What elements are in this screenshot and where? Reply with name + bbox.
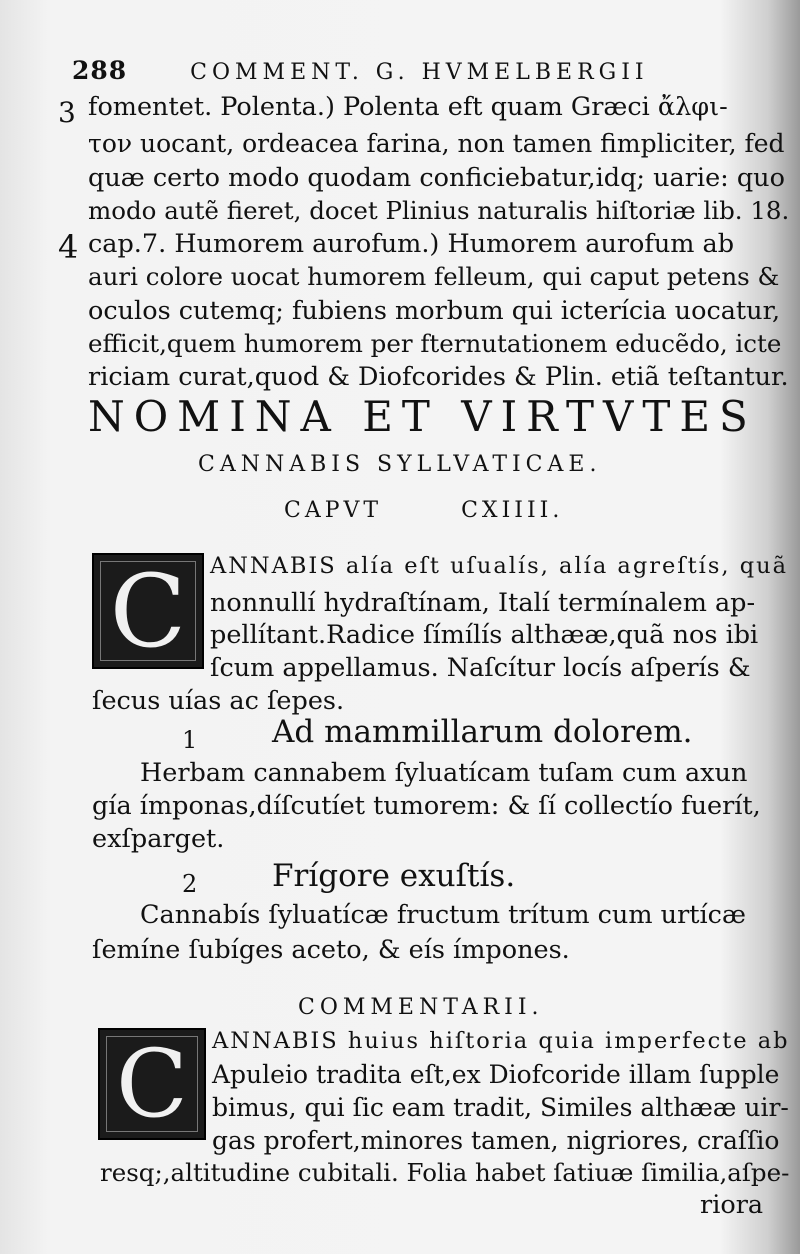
running-header	[72, 56, 649, 85]
text-line: quæ certo modo quodam conficiebatur,idq; uarie: quo	[88, 163, 785, 193]
text-line: ſemíne ſubíges aceto, & eís ímpones.	[92, 935, 570, 965]
text-line: oculos cutemq; fubiens morbum qui icterícia uocatur,	[88, 296, 781, 326]
text-line: gas profert,minores tamen, nigriores, craſſio	[212, 1126, 780, 1155]
remedy-number: 2	[182, 870, 198, 898]
text-line: Herbam cannabem ſyluatícam tuſam cum axun	[140, 758, 748, 788]
chapter-subtitle: CANNABIS SYLLVATICAE.	[198, 452, 602, 477]
text-line: resq;,altitudine cubitali. Folia habet ſatiuæ ſimilia,aſpe-	[100, 1158, 790, 1187]
text-line: cap.7. Humorem aurofum.) Humorem aurofum ab	[88, 229, 735, 259]
text-line: riciam curat,quod & Diofcorides & Plin. etiã teſtantur.	[88, 362, 789, 392]
text-line: ſecus uías ac ſepes.	[92, 686, 345, 716]
margin-number: 4	[58, 228, 79, 266]
page-number: 288	[72, 56, 128, 85]
text-line: Apuleio tradita eſt,ex Diofcoride illam ſupple	[212, 1060, 780, 1089]
commentarii-heading: COMMENTARII.	[298, 995, 544, 1020]
caput-number: CXIIII.	[461, 498, 564, 523]
text-line: exſparget.	[92, 824, 225, 854]
remedy-heading: Frígore exuſtís.	[272, 858, 516, 894]
remedy-heading: Ad mammillarum dolorem.	[272, 714, 693, 750]
margin-number: 3	[58, 96, 76, 129]
text-line: Cannabís ſyluatícæ fructum trítum cum urtícæ	[140, 900, 746, 930]
caput-label: CAPVT	[284, 498, 383, 523]
decorated-initial: C	[92, 553, 204, 669]
text-line: efficit,quem humorem per fternutationem educẽdo, icte	[88, 329, 782, 358]
running-title: COMMENT. G. HVMELBERGII	[190, 60, 649, 85]
chapter-title: NOMINA ET VIRTVTES	[88, 392, 757, 441]
catchword: riora	[700, 1190, 764, 1220]
text-line: auri colore uocat humorem felleum, qui caput petens &	[88, 262, 780, 291]
text-line: modo autẽ fieret, docet Plinius naturalis hiſtoriæ lib. 18.	[88, 196, 790, 225]
decorated-initial: C	[98, 1028, 206, 1140]
text-line: gía ímponas,díſcutíet tumorem: & ſí collectío fuerít,	[92, 791, 761, 821]
text-line: pellítant.Radice ſímílís althææ,quã nos ibi	[210, 620, 759, 650]
text-line: nonnullí hydraſtínam, Italí termínalem ap-	[210, 588, 756, 618]
text-line: bimus, qui ſic eam tradit, Similes althææ uir-	[212, 1093, 789, 1122]
text-line: τον uocant, ordeacea farina, non tamen fimpliciter, fed	[88, 129, 785, 158]
text-line: fomentet. Polenta.) Polenta eft quam Græci ἄλφι-	[88, 92, 728, 122]
chapter-caput	[284, 498, 563, 523]
text-line: ANNABIS alía eſt uſualís, alía agreſtís, quã	[210, 553, 789, 579]
text-line: ANNABIS huius hiſtoria quia imperfecte ab	[212, 1028, 790, 1054]
remedy-number: 1	[182, 726, 198, 754]
text-line: ſcum appellamus. Naſcítur locís aſperís &	[210, 653, 751, 683]
